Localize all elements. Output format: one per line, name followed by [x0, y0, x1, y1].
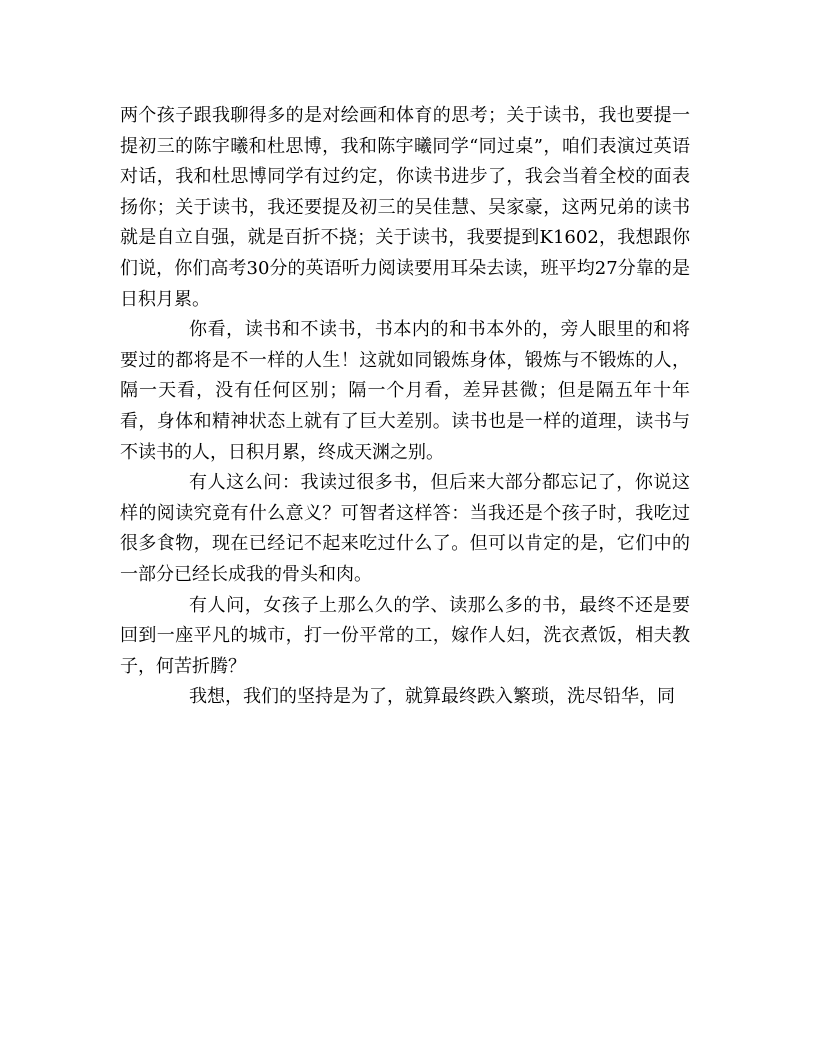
paragraph-girls-question: 有人问，女孩子上那么久的学、读那么多的书，最终不还是要回到一座平凡的城市，打一份平常的工，嫁作人妇，洗衣煮饭，相夫教子，何苦折腾？ — [120, 594, 690, 677]
paragraph-persistence: 我想，我们的坚持是为了，就算最终跌入繁琐，洗尽铅华，同 — [189, 686, 675, 708]
document-body — [120, 101, 690, 713]
paragraph-reading-difference: 你看，读书和不读书，书本内的和书本外的，旁人眼里的和将要过的都将是不一样的人生！这就如同锻炼身体，锻炼与不锻炼的人，隔一天看，没有任何区别；隔一个月看，差异甚微；但是隔五年十年看，身体和精神状态上就有了巨大差别。读书也是一样的道理，读书与不读书的人，日积月累，终成天渊之别。 — [120, 319, 690, 463]
paragraph-continuation: 两个孩子跟我聊得多的是对绘画和体育的思考；关于读书，我也要提一提初三的陈宇曦和杜思博，我和陈宇曦同学“同过桌”，咱们表演过英语对话，我和杜思博同学有过约定，你读书进步了，我会当着全校的面表扬你；关于读书，我还要提及初三的吴佳慧、吴家豪，这两兄弟的读书就是自立自强，就是百折不挠；关于读书，我要提到K1602，我想跟你们说，你们高考30分的英语听力阅读要用耳朵去读，班平均27分靠的是日积月累。 — [120, 105, 690, 310]
paragraph-forgotten-books: 有人这么问：我读过很多书，但后来大部分都忘记了，你说这样的阅读究竟有什么意义？可智者这样答：当我还是个孩子时，我吃过很多食物，现在已经记不起来吃过什么了。但可以肯定的是，它们中的一部分已经长成我的骨头和肉。 — [120, 472, 690, 585]
